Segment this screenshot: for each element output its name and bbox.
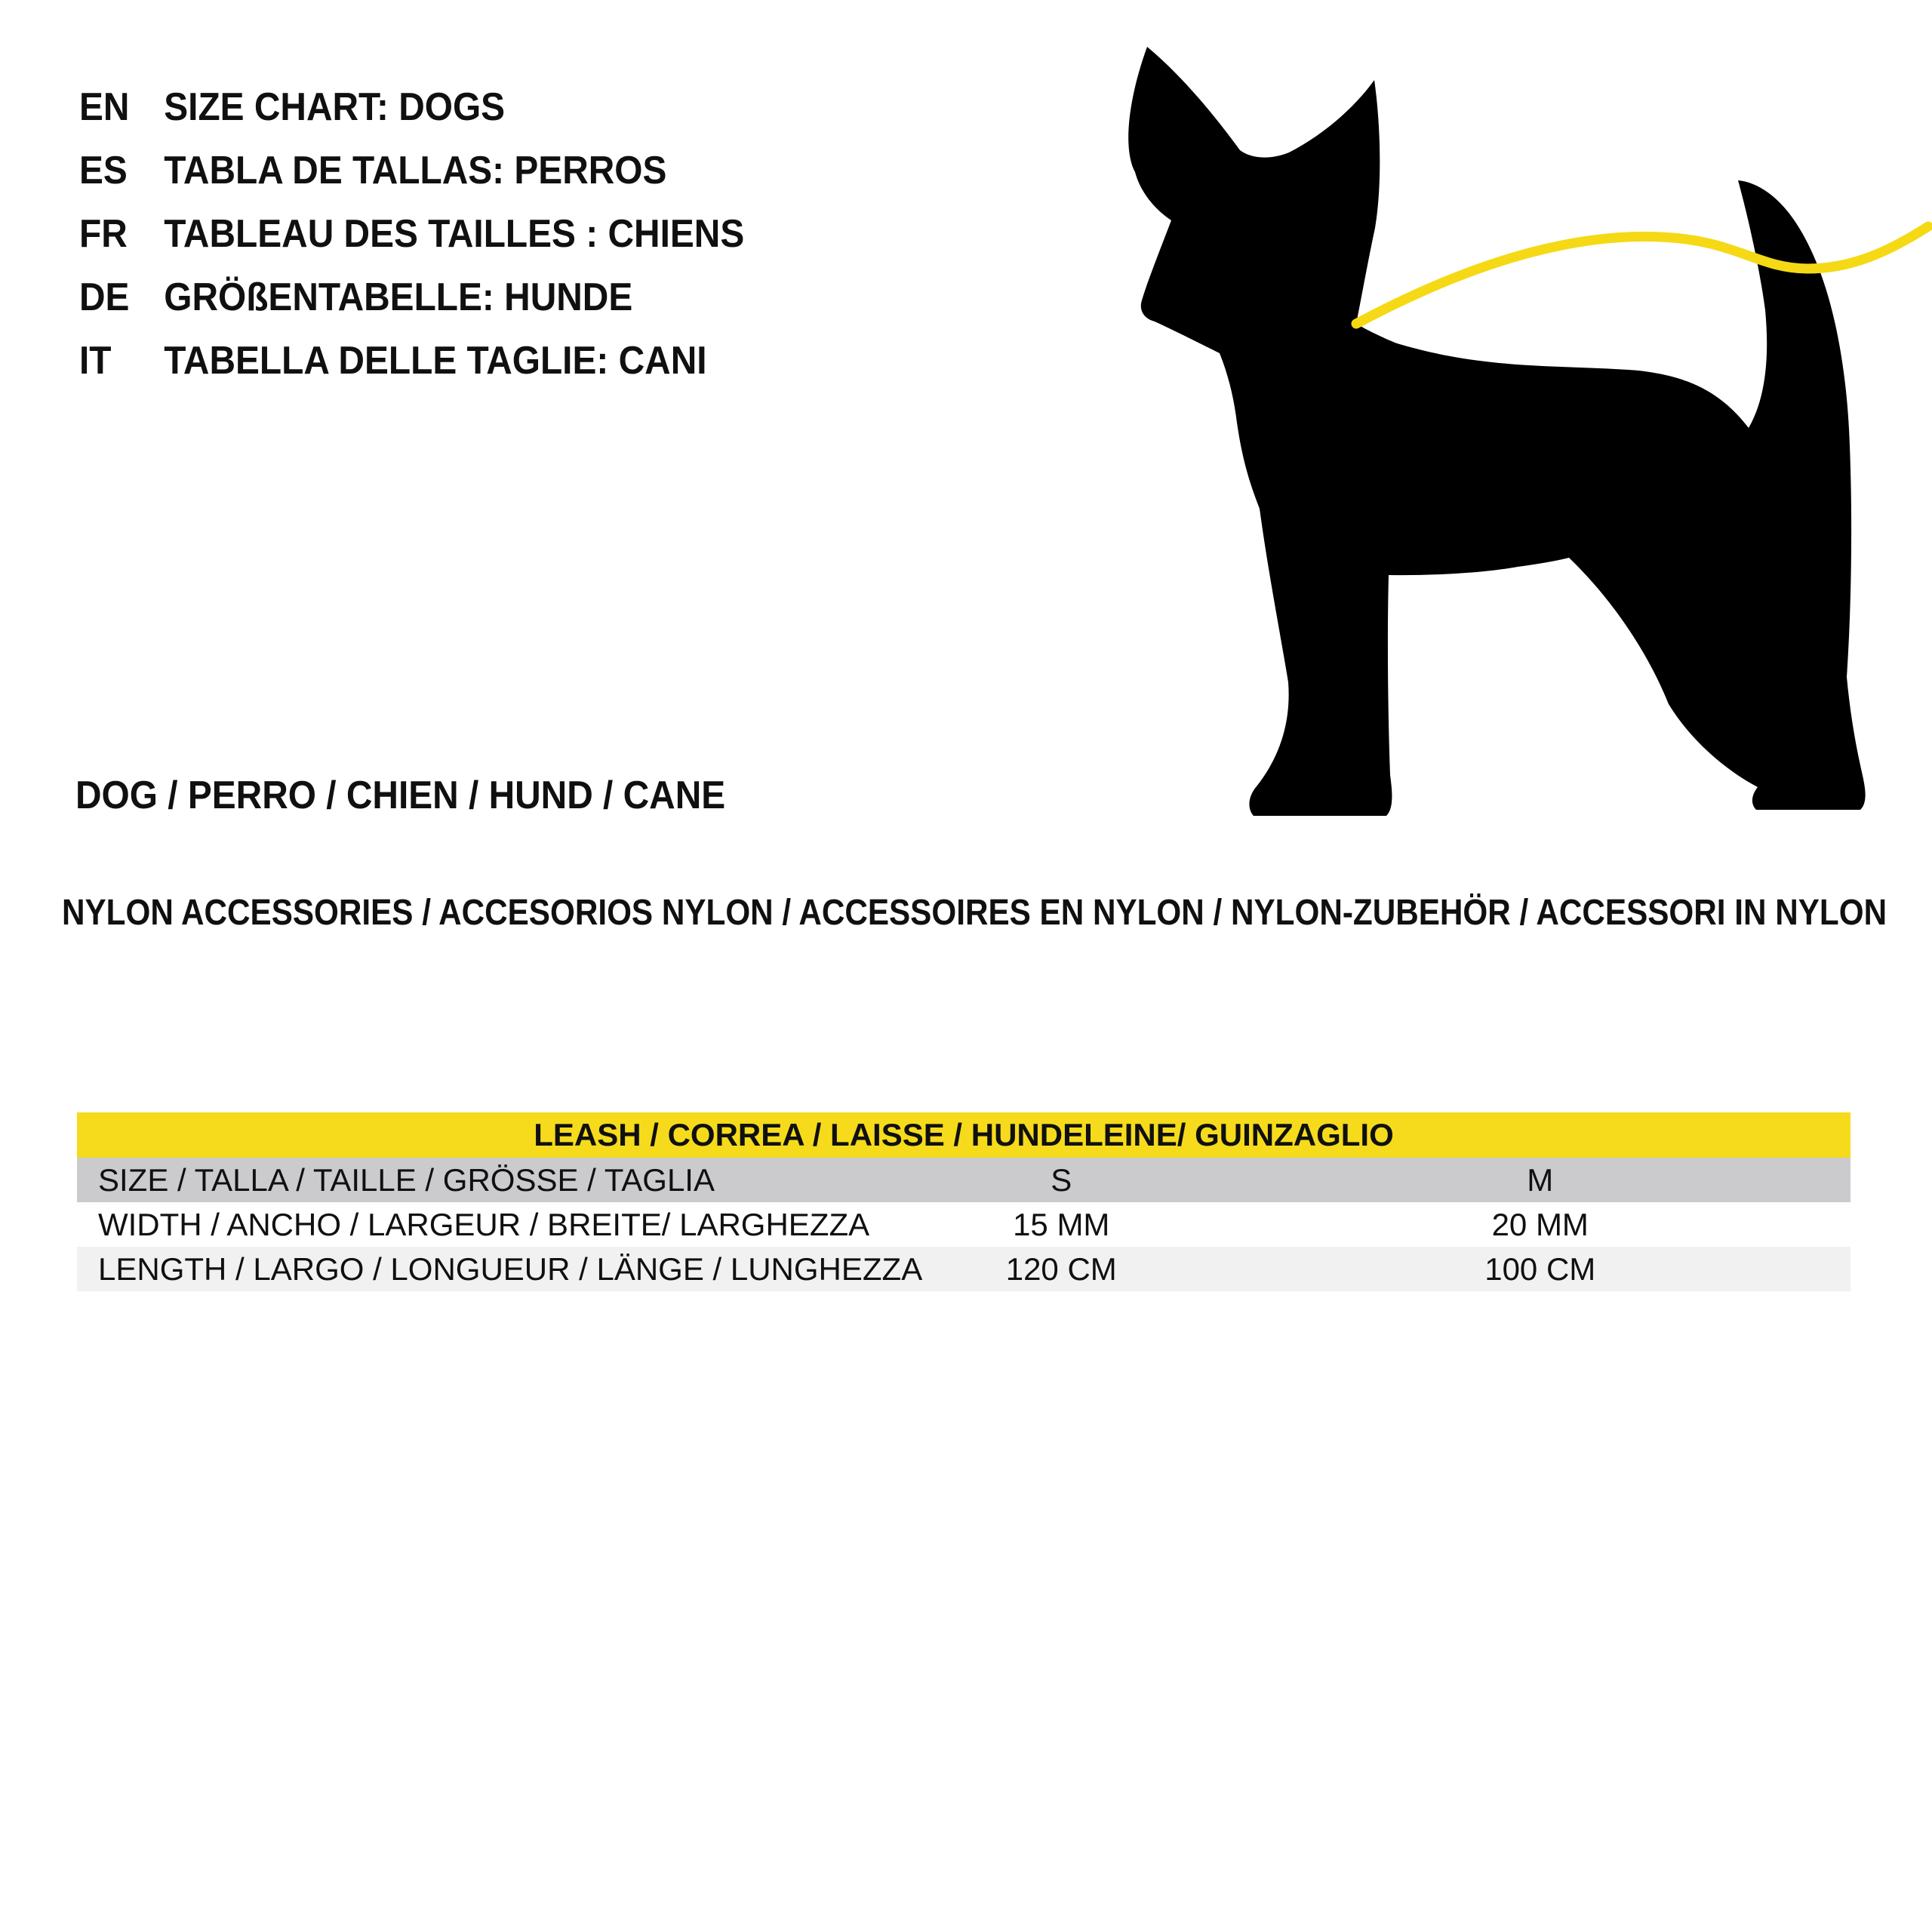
row-label: LENGTH / LARGO / LONGUEUR / LÄNGE / LUNGHEZZA	[98, 1251, 923, 1287]
animal-label: DOG / PERRO / CHIEN / HUND / CANE	[75, 774, 726, 817]
length-s-value: 120 CM	[1005, 1251, 1117, 1287]
language-code: FR	[79, 212, 128, 256]
leash-size-table	[77, 1112, 1850, 1291]
size-m-value: M	[1527, 1161, 1554, 1198]
title-row-en	[79, 75, 744, 139]
title-text: TABELLA DELLE TAGLIE: CANI	[164, 339, 707, 383]
width-m-value: 20 MM	[1491, 1206, 1589, 1242]
language-code: ES	[79, 149, 128, 192]
title-text: GRÖßENTABELLE: HUNDE	[164, 275, 633, 319]
row-label: WIDTH / ANCHO / LARGEUR / BREITE/ LARGHEZZA	[98, 1206, 870, 1242]
language-code: DE	[79, 275, 130, 319]
title-text: TABLA DE TALLAS: PERROS	[164, 149, 667, 192]
language-title-block	[79, 75, 802, 392]
table-row-size	[77, 1158, 1850, 1202]
width-s-value: 15 MM	[1013, 1206, 1110, 1242]
title-row-fr	[79, 202, 744, 266]
table-row-length	[77, 1247, 1850, 1291]
title-row-es	[79, 139, 744, 202]
title-row-it	[79, 329, 744, 392]
chihuahua-silhouette	[1128, 47, 1865, 816]
table-header: LEASH / CORREA / LAISSE / HUNDELEINE/ GUINZAGLIO	[77, 1112, 1850, 1158]
row-label: SIZE / TALLA / TAILLE / GRÖSSE / TAGLIA	[98, 1161, 715, 1198]
title-text: SIZE CHART: DOGS	[164, 85, 506, 129]
leash-line	[1356, 226, 1928, 324]
language-code: EN	[79, 85, 130, 129]
table-row-width	[77, 1202, 1850, 1247]
category-label: NYLON ACCESSORIES / ACCESORIOS NYLON / ACCESSOIRES EN NYLON / NYLON-ZUBEHÖR / ACCESSORI IN NYLON	[62, 893, 1887, 933]
length-m-value: 100 CM	[1484, 1251, 1596, 1287]
title-row-de	[79, 266, 744, 329]
dog-silhouette-illustration	[1094, 38, 1932, 853]
title-text: TABLEAU DES TAILLES : CHIENS	[164, 212, 745, 256]
language-code: IT	[79, 339, 112, 383]
size-s-value: S	[1051, 1161, 1072, 1198]
